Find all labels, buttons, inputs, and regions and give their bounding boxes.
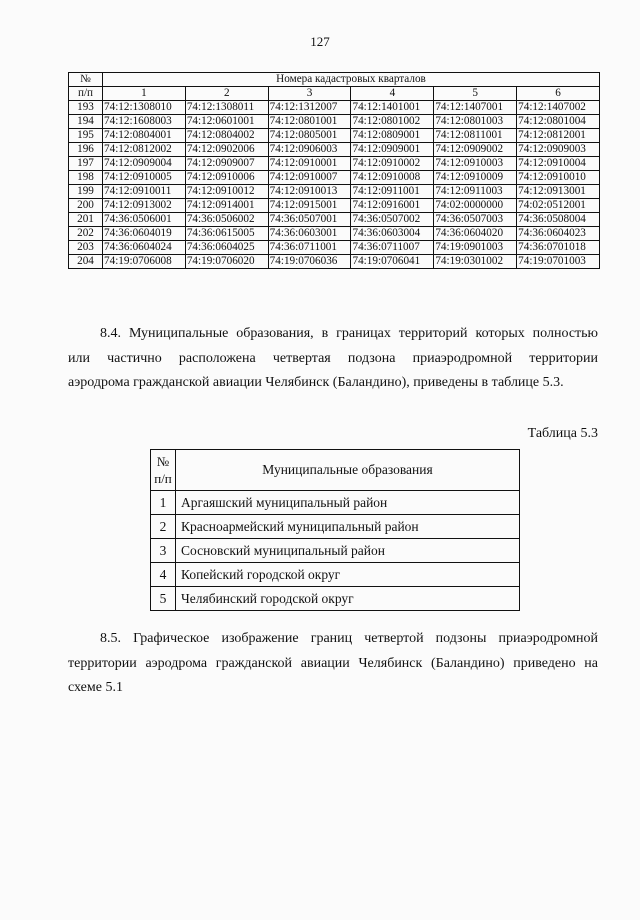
cadastral-code-cell: 74:12:1308011 — [185, 101, 268, 115]
cadastral-code-cell: 74:36:0506001 — [103, 213, 186, 227]
row-number: 203 — [69, 241, 103, 255]
cadastral-code-cell: 74:12:0909002 — [434, 143, 517, 157]
cadastral-code-cell: 74:12:0909007 — [185, 157, 268, 171]
table-row — [69, 129, 600, 143]
paragraph-line: 8.4. Муниципальные образования, в границах территорий которых полностью — [100, 326, 598, 341]
cadastral-code-cell: 74:12:1407002 — [517, 101, 600, 115]
cadastral-code-cell: 74:36:0701018 — [517, 241, 600, 255]
column-number: 3 — [268, 87, 351, 101]
row-number: 196 — [69, 143, 103, 157]
municipality-name: Сосновский муниципальный район — [176, 539, 520, 563]
table-row — [69, 171, 600, 185]
municipality-name: Копейский городской округ — [176, 563, 520, 587]
row-number: 201 — [69, 213, 103, 227]
cadastral-code-cell: 74:12:0913001 — [517, 185, 600, 199]
cadastral-code-cell: 74:36:0506002 — [185, 213, 268, 227]
cadastral-code-cell: 74:12:0910001 — [268, 157, 351, 171]
header-num-top: № — [156, 454, 170, 469]
cadastral-code-cell: 74:12:0910006 — [185, 171, 268, 185]
header-num-top: № — [69, 73, 103, 87]
cadastral-code-cell: 74:36:0603004 — [351, 227, 434, 241]
municipality-name: Челябинский городской округ — [176, 587, 520, 611]
cadastral-code-cell: 74:19:0706036 — [268, 255, 351, 269]
cadastral-code-cell: 74:36:0615005 — [185, 227, 268, 241]
cadastral-code-cell: 74:12:0913002 — [103, 199, 186, 213]
cadastral-code-cell: 74:12:0910012 — [185, 185, 268, 199]
cadastral-code-cell: 74:12:0804002 — [185, 129, 268, 143]
cadastral-code-cell: 74:19:0706020 — [185, 255, 268, 269]
cadastral-code-cell: 74:12:0910004 — [517, 157, 600, 171]
cadastral-code-cell: 74:12:0812001 — [517, 129, 600, 143]
column-number: 5 — [434, 87, 517, 101]
row-number: 193 — [69, 101, 103, 115]
cadastral-code-cell: 74:12:0910003 — [434, 157, 517, 171]
row-number: 1 — [151, 491, 176, 515]
cadastral-code-cell: 74:19:0301002 — [434, 255, 517, 269]
cadastral-code-cell: 74:12:0812002 — [103, 143, 186, 157]
cadastral-code-cell: 74:12:0911001 — [351, 185, 434, 199]
table-row — [151, 515, 520, 539]
header-title: Муниципальные образования — [176, 450, 520, 491]
header-num-bottom: п/п — [69, 87, 103, 101]
row-number: 204 — [69, 255, 103, 269]
header-num-bottom: п/п — [154, 471, 172, 486]
cadastral-code-cell: 74:36:0711001 — [268, 241, 351, 255]
cadastral-code-cell: 74:19:0701003 — [517, 255, 600, 269]
cadastral-code-cell: 74:02:0000000 — [434, 199, 517, 213]
table-subheader-row — [69, 87, 600, 101]
cadastral-code-cell: 74:12:1401001 — [351, 101, 434, 115]
cadastral-code-cell: 74:12:1407001 — [434, 101, 517, 115]
cadastral-code-cell: 74:36:0507001 — [268, 213, 351, 227]
cadastral-code-cell: 74:12:0804001 — [103, 129, 186, 143]
cadastral-code-cell: 74:36:0604024 — [103, 241, 186, 255]
row-number: 4 — [151, 563, 176, 587]
municipal-table-body — [151, 491, 520, 611]
cadastral-code-cell: 74:12:0801001 — [268, 115, 351, 129]
cadastral-code-cell: 74:12:0915001 — [268, 199, 351, 213]
page-number: 127 — [310, 34, 330, 49]
cadastral-code-cell: 74:12:0801004 — [517, 115, 600, 129]
row-number: 199 — [69, 185, 103, 199]
cadastral-code-cell: 74:36:0508004 — [517, 213, 600, 227]
row-number: 198 — [69, 171, 103, 185]
cadastral-code-cell: 74:12:0601001 — [185, 115, 268, 129]
cadastral-code-cell: 74:12:0909001 — [351, 143, 434, 157]
column-number: 4 — [351, 87, 434, 101]
paragraph-line: 8.5. Графическое изображение границ четвертой подзоны приаэродромной — [100, 631, 598, 646]
cadastral-code-cell: 74:12:0910007 — [268, 171, 351, 185]
cadastral-code-cell: 74:12:0909004 — [103, 157, 186, 171]
column-number: 2 — [185, 87, 268, 101]
cadastral-code-cell: 74:12:0916001 — [351, 199, 434, 213]
paragraph-line: или частично расположена четвертая подзона приаэродромной территории — [68, 350, 598, 366]
table-row — [151, 587, 520, 611]
paragraph-8-4 — [68, 322, 598, 396]
table-row — [69, 185, 600, 199]
table-row — [69, 101, 600, 115]
header-title: Номера кадастровых кварталов — [103, 73, 600, 87]
row-number: 197 — [69, 157, 103, 171]
cadastral-code-cell: 74:12:0906003 — [268, 143, 351, 157]
table-row — [69, 213, 600, 227]
column-number: 1 — [103, 87, 186, 101]
cadastral-code-cell: 74:12:0811001 — [434, 129, 517, 143]
table-row — [151, 563, 520, 587]
paragraph-line: аэродрома гражданской авиации Челябинск (Баландино), приведены в таблице 5.3. — [68, 375, 564, 390]
table-header-row — [69, 73, 600, 87]
row-number: 2 — [151, 515, 176, 539]
cadastral-code-cell: 74:36:0711007 — [351, 241, 434, 255]
paragraph-line: территории аэродрома гражданской авиации Челябинск (Баландино) приведено на — [68, 655, 598, 671]
table-row — [69, 143, 600, 157]
table-header-row — [151, 450, 520, 491]
table-row — [69, 157, 600, 171]
cadastral-table-body — [69, 101, 600, 269]
cadastral-code-cell: 74:12:0801003 — [434, 115, 517, 129]
cadastral-code-cell: 74:36:0603001 — [268, 227, 351, 241]
cadastral-code-cell: 74:36:0507002 — [351, 213, 434, 227]
cadastral-code-cell: 74:19:0901003 — [434, 241, 517, 255]
cadastral-code-cell: 74:36:0604020 — [434, 227, 517, 241]
table-row — [69, 199, 600, 213]
row-number: 3 — [151, 539, 176, 563]
table-row — [69, 241, 600, 255]
cadastral-code-cell: 74:12:0910013 — [268, 185, 351, 199]
cadastral-code-cell: 74:12:0809001 — [351, 129, 434, 143]
table-row — [151, 539, 520, 563]
municipal-table — [150, 449, 520, 611]
cadastral-code-cell: 74:12:0911003 — [434, 185, 517, 199]
cadastral-code-cell: 74:12:0910008 — [351, 171, 434, 185]
cadastral-code-cell: 74:36:0604025 — [185, 241, 268, 255]
table-row — [69, 255, 600, 269]
cadastral-code-cell: 74:12:1308010 — [103, 101, 186, 115]
table-row — [151, 491, 520, 515]
cadastral-code-cell: 74:12:0910010 — [517, 171, 600, 185]
paragraph-line: схеме 5.1 — [68, 680, 123, 695]
header-num — [151, 450, 176, 491]
cadastral-code-cell: 74:36:0604019 — [103, 227, 186, 241]
row-number: 195 — [69, 129, 103, 143]
table-row — [69, 115, 600, 129]
cadastral-code-cell: 74:12:0910005 — [103, 171, 186, 185]
cadastral-code-cell: 74:12:0910002 — [351, 157, 434, 171]
cadastral-code-cell: 74:36:0507003 — [434, 213, 517, 227]
cadastral-code-cell: 74:12:0909003 — [517, 143, 600, 157]
cadastral-code-cell: 74:12:0805001 — [268, 129, 351, 143]
cadastral-code-cell: 74:12:0910009 — [434, 171, 517, 185]
cadastral-code-cell: 74:12:1608003 — [103, 115, 186, 129]
municipality-name: Аргаяшский муниципальный район — [176, 491, 520, 515]
cadastral-code-cell: 74:12:1312007 — [268, 101, 351, 115]
table-caption: Таблица 5.3 — [527, 426, 598, 441]
paragraph-8-5 — [68, 627, 598, 701]
row-number: 194 — [69, 115, 103, 129]
cadastral-code-cell: 74:19:0706041 — [351, 255, 434, 269]
cadastral-code-cell: 74:12:0902006 — [185, 143, 268, 157]
row-number: 200 — [69, 199, 103, 213]
cadastral-code-cell: 74:12:0910011 — [103, 185, 186, 199]
cadastral-code-cell: 74:12:0801002 — [351, 115, 434, 129]
cadastral-code-cell: 74:12:0914001 — [185, 199, 268, 213]
row-number: 5 — [151, 587, 176, 611]
cadastral-code-cell: 74:36:0604023 — [517, 227, 600, 241]
cadastral-quarters-table — [68, 72, 600, 269]
municipality-name: Красноармейский муниципальный район — [176, 515, 520, 539]
table-row — [69, 227, 600, 241]
cadastral-code-cell: 74:19:0706008 — [103, 255, 186, 269]
row-number: 202 — [69, 227, 103, 241]
column-number: 6 — [517, 87, 600, 101]
cadastral-code-cell: 74:02:0512001 — [517, 199, 600, 213]
